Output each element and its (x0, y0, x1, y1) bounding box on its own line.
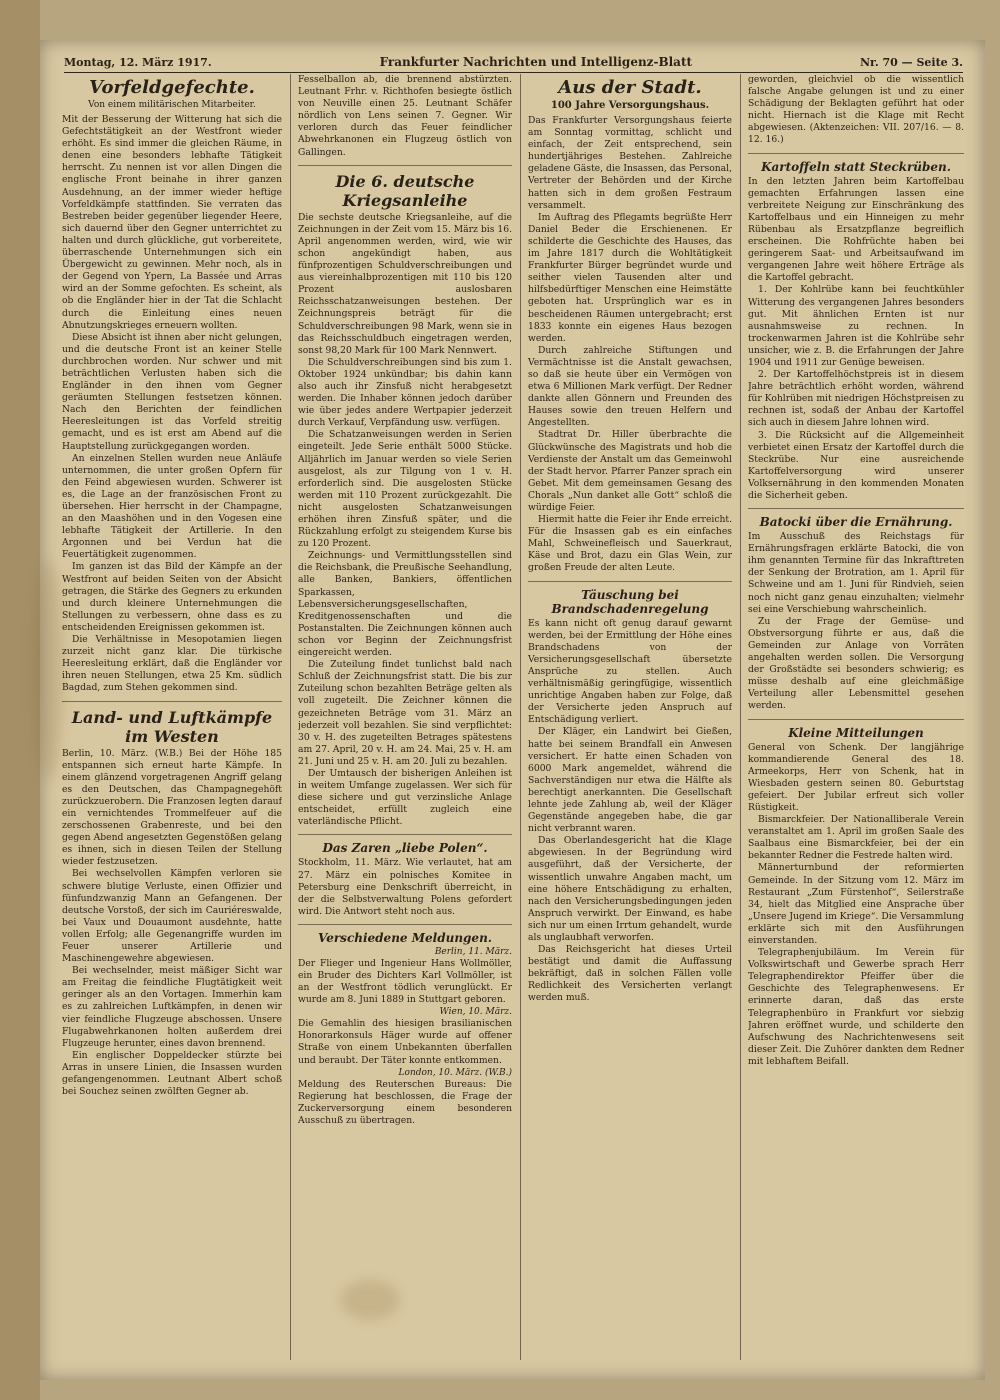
column-rule (520, 74, 521, 1360)
article-paragraph: Die Schuldverschreibungen sind bis zum 1. Oktober 1924 unkündbar; bis dahin kann also auch ihr Zinsfuß nicht herabgesetzt werden. Die Inhaber können jedoch darüber wie über jedes andere Wertpapier jederzeit durch Verkauf, Verpfändung usw. verfügen. (298, 356, 512, 429)
article-title: Verschiedene Meldungen. (318, 930, 492, 945)
column-3 (528, 74, 732, 1370)
article-paragraph: Die sechste deutsche Kriegsanleihe, auf die Zeichnungen in der Zeit vom 15. März bis 16. April angenommen werden, wird, wie wir schon angekündigt haben, aus fünfprozentigen Schuldverschreibungen und aus viereinhalbprozentigen mit 110 bis 120 Prozent auslosbaren Reichsschatzanweisungen bestehen. Der Zeichnungspreis beträgt für die Schuldverschreibungen 98 Mark, wenn sie in das Reichsschuldbuch eingetragen werden, sonst 98,20 Mark für 100 Mark Nennwert. (298, 211, 512, 356)
article-paragraph: Im Ausschuß des Reichstags für Ernährungsfragen erklärte Batocki, die von ihm genannten Termine für das Inkrafttreten der Senkung der Brotration, am 1. April für Schweine und am 1. Juni für Rindvieh, seien noch nicht ganz genau einzuhalten; vielmehr sei eine Verschiebung wahrscheinlich. (748, 531, 964, 615)
newspaper-name: Frankfurter Nachrichten und Intelligenz-Blatt (379, 55, 693, 69)
article-paragraph: Ein englischer Doppeldecker stürzte bei Arras in unsere Linien, die Insassen wurden gefangengenommen. Leutnant Albert schoß bei Souchez seinen zwölften Gegner ab. (62, 1049, 282, 1098)
article-paragraph: Bismarckfeier. Der Nationalliberale Verein veranstaltet am 1. April im großen Saale des Saalbaus eine Bismarckfeier, bei der ein bekannter Redner die Festrede halten wird. (748, 814, 964, 862)
issue-date: Montag, 12. März 1917. (64, 55, 212, 69)
masthead-line (64, 52, 963, 73)
article-paragraph: Zeichnungs- und Vermittlungsstellen sind die Reichsbank, die Preußische Seehandlung, alle Banken, Bankiers, öffentlichen Sparkassen, Lebensversicherungsgesellschaften, Kreditgenossenschaften und die Postanstalten. Die Zeichnungen können auch schon vor Beginn der Zeichnungsfrist eingereicht werden. (298, 550, 512, 659)
section-divider (528, 581, 732, 582)
article-title: Kleine Mitteilungen (788, 725, 924, 740)
section-divider (298, 924, 512, 925)
article-byline: Von einem militärischen Mitarbeiter. (88, 100, 256, 110)
article-paragraph: Zu der Frage der Gemüse- und Obstversorgung führte er aus, daß die Gemeinden zur Anlage von Vorräten angehalten werden sollen. Die Versorgung der Großstädte sei besonders schwierig; es müsse deshalb auf eine gleichmäßige Verteilung aller Lebensmittel gesehen werden. (748, 615, 964, 712)
dateline: London, 10. März. (W.B.) (398, 1067, 512, 1078)
article-paragraph: Die Zuteilung findet tunlichst bald nach Schluß der Zeichnungsfrist statt. Die bis zur Zuteilung schon bezahlten Beträge gelten als voll zugeteilt. Die Zeichner können die gezeichneten Beträge vom 31. März an jederzeit voll bezahlen. Sie sind verpflichtet: 30 v. H. des zugeteilten Betrages spätestens am 27. April, 20 v. H. am 24. Mai, 25 v. H. am 21. Juni und 25 v. H. am 20. Juli zu bezahlen. (298, 659, 512, 767)
article-paragraph: Der Kläger, ein Landwirt bei Gießen, hatte bei seinem Brandfall ein Anwesen versichert. Er hatte einen Schaden von 6000 Mark angemeldet, während die Sachverständigen nur etwa die Hälfte als berechtigt anerkannten. Die Gesellschaft lehnte jede Zahlung ab, weil der Kläger Gegenstände angegeben habe, die gar nicht verbrannt waren. (528, 726, 732, 835)
article-title: Die 6. deutsche Kriegsanleihe (335, 171, 475, 210)
article-title: Land- und Luftkämpfe im Westen (71, 707, 273, 746)
section-divider (748, 153, 964, 154)
article-paragraph: Die Verhältnisse in Mesopotamien liegen zurzeit nicht ganz klar. Die türkische Heeresleitung erklärt, daß die Engländer vor ihren neuen Stellungen, etwa 25 Km. südlich Bagdad, zum Stehen gekommen sind. (62, 634, 282, 694)
article-paragraph: Hiermit hatte die Feier ihr Ende erreicht. Für die Insassen gab es ein einfaches Mahl, Schweinefleisch und Sauerkraut, Käse und Brot, dazu ein Glas Wein, zur großen Freude der alten Leute. (528, 514, 732, 574)
article-paragraph: Das Oberlandesgericht hat die Klage abgewiesen. In der Begründung wird ausgeführt, daß der Versicherte, der wissentlich unwahre Angaben macht, um eine höhere Entschädigung zu erhalten, nach den Versicherungsbedingungen jeden Anspruch verwirkt. Der Einwand, es habe sich nur um einen Irrtum gehandelt, wurde als unglaubhaft verworfen. (528, 835, 732, 943)
article-paragraph: Die Gemahlin des hiesigen brasilianischen Honorarkonsuls Häger wurde auf offener Straße von einem Unbekannten überfallen und beraubt. Der Täter konnte entkommen. (298, 1018, 512, 1066)
paper-stain (34, 560, 64, 780)
section-divider (298, 834, 512, 835)
article-paragraph: 3. Die Rücksicht auf die Allgemeinheit verbietet einen Ersatz der Kartoffel durch die Steckrübe. Nur eine ausreichende Kartoffelversorgung wird unserer Volksernährung in den kommenden Monaten die Sicherheit geben. (748, 429, 964, 501)
column-rule (290, 74, 291, 1360)
article-paragraph: Im ganzen ist das Bild der Kämpfe an der Westfront auf beiden Seiten von der Absicht getragen, die Stärke des Gegners zu erkunden und durch kleinere Unternehmungen die Stellungen zu verbessern, ohne dass es zu entscheidenden Ereignissen gekommen ist. (62, 561, 282, 633)
article-paragraph: Bei wechselnder, meist mäßiger Sicht war am Freitag die feindliche Flugtätigkeit weit geringer als an den Vortagen. Immerhin kam es zu zahlreichen Luftkämpfen, in denen wir vier feindliche Flugzeuge abschossen. Unsere Flugabwehrkanonen holten außerdem drei Flugzeuge herunter, eines davon brennend. (62, 965, 282, 1049)
section-divider (62, 701, 282, 702)
issue-number: Nr. 70 — Seite 3. (860, 55, 963, 69)
article-paragraph: Das Frankfurter Versorgungshaus feierte am Sonntag vormittag, schlicht und einfach, der Zeit entsprechend, sein hundertjähriges Bestehen. Zahlreiche geladene Gäste, die Insassen, das Personal, Vertreter der Behörden und der Kirche hatten sich in dem großen Festraum versammelt. (528, 115, 732, 211)
article-paragraph: Berlin, 10. März. (W.B.) Bei der Höhe 185 entspannen sich erneut harte Kämpfe. In einem glänzend vorgetragenen Angriff gelang es den Deutschen, das Champagnegehöft zurückzuerobern. Die Franzosen legten darauf ein vernichtendes Trommelfeuer auf die zerschossenen Grabenreste, und bei den gegen Abend angesetzten Gegenstößen gelang es ihnen, sich in diesen Teilen der Stellung wieder festzusetzen. (62, 747, 282, 868)
article-paragraph: Meldung des Reuterschen Bureaus: Die Regierung hat beschlossen, die Frage der Zuckerversorgung einem besonderen Ausschuß zu übertragen. (298, 1078, 512, 1126)
article-paragraph: An einzelnen Stellen wurden neue Anläufe unternommen, die unter großen Opfern für den Feind abgewiesen wurden. Schwerer ist es, die Lage an der französischen Front zu übersehen. Hier herrscht in der Champagne, an den Maashöhen und in den Vogesen eine lebhafte Tätigkeit der Artillerie. In den Argonnen und bei Verdun hat die Feuertätigkeit zugenommen. (62, 452, 282, 561)
section-divider (748, 508, 964, 509)
article-paragraph: 1. Der Kohlrübe kann bei feuchtkühler Witterung des vergangenen Jahres besonders gut. Mit ähnlichen Ernten ist nur ausnahmsweise zu rechnen. In trockenwarmen Jahren ist die Kohlrübe sehr unsicher, wie z. B. die Erfahrungen der Jahre 1904 und 1911 zur Genüge beweisen. (748, 284, 964, 368)
article-paragraph: General von Schenk. Der langjährige kommandierende General des 18. Armeekorps, Herr von Schenk, hat in Wiesbaden gestern seinen 80. Geburtstag gefeiert. Der Jubilar erfreut sich voller Rüstigkeit. (748, 741, 964, 813)
column-2 (298, 74, 512, 1370)
article-title: Das Zaren „liebe Polen“. (322, 841, 488, 856)
article-paragraph: Stadtrat Dr. Hiller überbrachte die Glückwünsche des Magistrats und hob die Verdienste der Anstalt um das Gemeinwohl der Stadt hervor. Pfarrer Panzer sprach ein Gebet. Mit dem gemeinsamen Gesang des Chorals „Nun danket alle Gott“ schloß die würdige Feier. (528, 429, 732, 513)
article-paragraph: geworden, gleichviel ob die wissentlich falsche Angabe gelungen ist und zu einer Schädigung der Beklagten geführt hat oder nicht. Hiernach ist die Klage mit Recht abgewiesen. (Aktenzeichen: VII. 207/16. — 8. 12. 16.) (748, 74, 964, 146)
article-paragraph: Stockholm, 11. März. Wie verlautet, hat am 27. März ein polnisches Komitee in Petersburg eine Denkschrift überreicht, in der die Selbstverwaltung Polens gefordert wird. Die Antwort steht noch aus. (298, 857, 512, 917)
article-paragraph: Fesselballon ab, die brennend abstürzten. Leutnant Frhr. v. Richthofen besiegte östlich von Neuville einen 25. Leutnant Schäfer nördlich von Lens seinen 7. Gegner. Wir verloren durch das Feuer feindlicher Abwehrkanonen ein Flugzeug östlich von Gallingen. (298, 74, 512, 158)
section-title: Aus der Stadt. (558, 77, 702, 98)
article-paragraph: Männerturnbund der reformierten Gemeinde. In der Sitzung vom 12. März im Restaurant „Zum Fürstenhof“, Seilerstraße 34, hielt das Mitglied eine Ansprache über „Unsere Jugend im Kriege“. Die Versammlung erklärte sich mit den Ausführungen einverstanden. (748, 862, 964, 946)
article-title: 100 Jahre Versorgungshaus. (550, 100, 710, 111)
article-paragraph: Der Umtausch der bisherigen Anleihen ist in weitem Umfange zugelassen. Wer sich für diese sichere und gut verzinsliche Anlage entscheidet, erfüllt zugleich eine vaterländische Pflicht. (298, 767, 512, 828)
column-rule (740, 74, 741, 1360)
article-paragraph: Mit der Besserung der Witterung hat sich die Gefechtstätigkeit an der Westfront wieder erhöht. Es sind immer die gleichen Räume, in denen eine besonders lebhafte Tätigkeit herrscht. Zu nennen ist vor allen Dingen die englische Front beinahe in ihrer ganzen Ausdehnung, an der immer wieder heftige Vorfeldkämpfe stattfinden. Sie verraten das Bestreben beider gegenüber liegender Heere, sich dauernd über den Gegner unterrichtet zu halten und durch glückliche, gut vorbereitete, überraschende Unternehmungen sich ein Übergewicht zu gewinnen. Mehr noch, als in der Gegend von Ypern, La Bassée und Arras wird an der Somme gefochten. Es scheint, als ob die Engländer hier in der Tat die Schlacht durch die Einleitung eines neuen Abnutzungskrieges erneuern wollten. (62, 114, 282, 331)
article-paragraph: In den letzten Jahren beim Kartoffelbau gemachten Erfahrungen lassen eine verbreitete Neigung zur Einschränkung des Kartoffelbaus und ein Hinneigen zu mehr Rübenbau als Ersatzpflanze begreiflich erscheinen. Die Rohfrüchte haben bei geringerem Saat- und Arbeitsaufwand im vergangenen Jahre weit höhere Erträge als die Kartoffel gebracht. (748, 175, 964, 284)
article-paragraph: Diese Absicht ist ihnen aber nicht gelungen, und die deutsche Front ist an keiner Stelle durchbrochen worden. Nur schwer und mit beträchtlichen Verlusten haben sich die Engländer in den ihnen vom Gegner geräumten Stellungen festsetzen können. Nach den Berichten der feindlichen Heeresleitungen ist das Vorfeld streitig gemacht, und es ist erst am Abend auf die Hauptstellung zurückgegangen worden. (62, 331, 282, 452)
article-title: Täuschung bei Brandschadenregelung (551, 587, 709, 616)
article-paragraph: Durch zahlreiche Stiftungen und Vermächtnisse ist die Anstalt gewachsen, so daß sie heute über ein Vermögen von etwa 6 Millionen Mark verfügt. Der Redner dankte allen Gönnern und Freunden des Hauses sowie den treuen Helfern und Angestellten. (528, 344, 732, 429)
article-paragraph: Die Schatzanweisungen werden in Serien eingeteilt. Jede Serie enthält 5000 Stücke. Alljährlich im Januar werden so viele Serien ausgelost, als zur Tilgung von 1 v. H. erforderlich sind. Die ausgelosten Stücke werden mit 110 Prozent zurückgezahlt. Die nicht ausgelosten Schatzanweisungen erhöhen ihren Zinsfuß später, und die Rückzahlung erfolgt zu steigendem Kurse bis zu 120 Prozent. (298, 429, 512, 550)
dateline: Berlin, 11. März. (434, 946, 512, 957)
column-4 (748, 74, 964, 1370)
section-divider (748, 719, 964, 720)
article-paragraph: Es kann nicht oft genug darauf gewarnt werden, bei der Ermittlung der Höhe eines Brandschadens von der Versicherungsgesellschaft übersetzte Ansprüche zu stellen. Auch verhältnismäßig geringfügige, wissentlich unrichtige Angaben haben zur Folge, daß der Versicherte jeden Anspruch auf Entschädigung verliert. (528, 617, 732, 726)
article-paragraph: Im Auftrag des Pflegamts begrüßte Herr Daniel Beder die Erschienenen. Er schilderte die Geschichte des Hauses, das im Jahre 1817 durch die Wohltätigkeit Frankfurter Bürger begründet wurde und seither vielen Tausenden alter und hilfsbedürftiger Menschen eine Heimstätte geboten hat. Ursprünglich war es in bescheidenen Räumen untergebracht; erst 1833 konnte ein eigenes Haus bezogen werden. (528, 211, 732, 344)
article-title: Vorfeldgefechte. (89, 77, 255, 98)
column-1 (62, 74, 282, 1370)
article-paragraph: Das Reichsgericht hat dieses Urteil bestätigt und damit die Auffassung bekräftigt, daß in solchen Fällen volle Redlichkeit des Versicherten verlangt werden muß. (528, 944, 732, 1004)
article-paragraph: Telegraphenjubiläum. Im Verein für Volkswirtschaft und Gewerbe sprach Herr Telegraphendirektor Pfeiffer über die Geschichte des Telegraphenwesens. Er erinnerte daran, daß das erste Telegraphenbüro in Frankfurt vor siebzig Jahren eröffnet wurde, und schilderte den Aufschwung des Nachrichtenwesens seit dieser Zeit. Die Zuhörer dankten dem Redner mit lebhaftem Beifall. (748, 947, 964, 1067)
article-paragraph: 2. Der Kartoffelhöchstpreis ist in diesem Jahre beträchtlich erhöht worden, während für Kohlrüben mit niedrigen Höchstpreisen zu rechnen ist, sodaß der Anbau der Kartoffel sich auch in diesem Jahre lohnen wird. (748, 369, 964, 429)
dateline: Wien, 10. März. (439, 1007, 512, 1018)
newspaper-page (40, 40, 985, 1380)
section-divider (298, 165, 512, 166)
article-title: Batocki über die Ernährung. (759, 515, 953, 530)
article-title: Kartoffeln statt Steckrüben. (761, 159, 951, 174)
article-paragraph: Bei wechselvollen Kämpfen verloren sie schwere blutige Verluste, einen Offizier und fünfundzwanzig Mann an Gefangenen. Der deutsche Vorstoß, der sich im Cauriéreswalde, bei Vaux und Douaumont ausdehnte, hatte vollen Erfolg; alle Gegenangriffe wurden im Feuer unserer Artillerie und Maschinengewehre abgewiesen. (62, 868, 282, 965)
article-paragraph: Der Flieger und Ingenieur Hans Wollmöller, ein Bruder des Dichters Karl Vollmöller, ist an der Westfront tödlich verunglückt. Er wurde am 8. Juni 1889 in Stuttgart geboren. (298, 957, 512, 1006)
